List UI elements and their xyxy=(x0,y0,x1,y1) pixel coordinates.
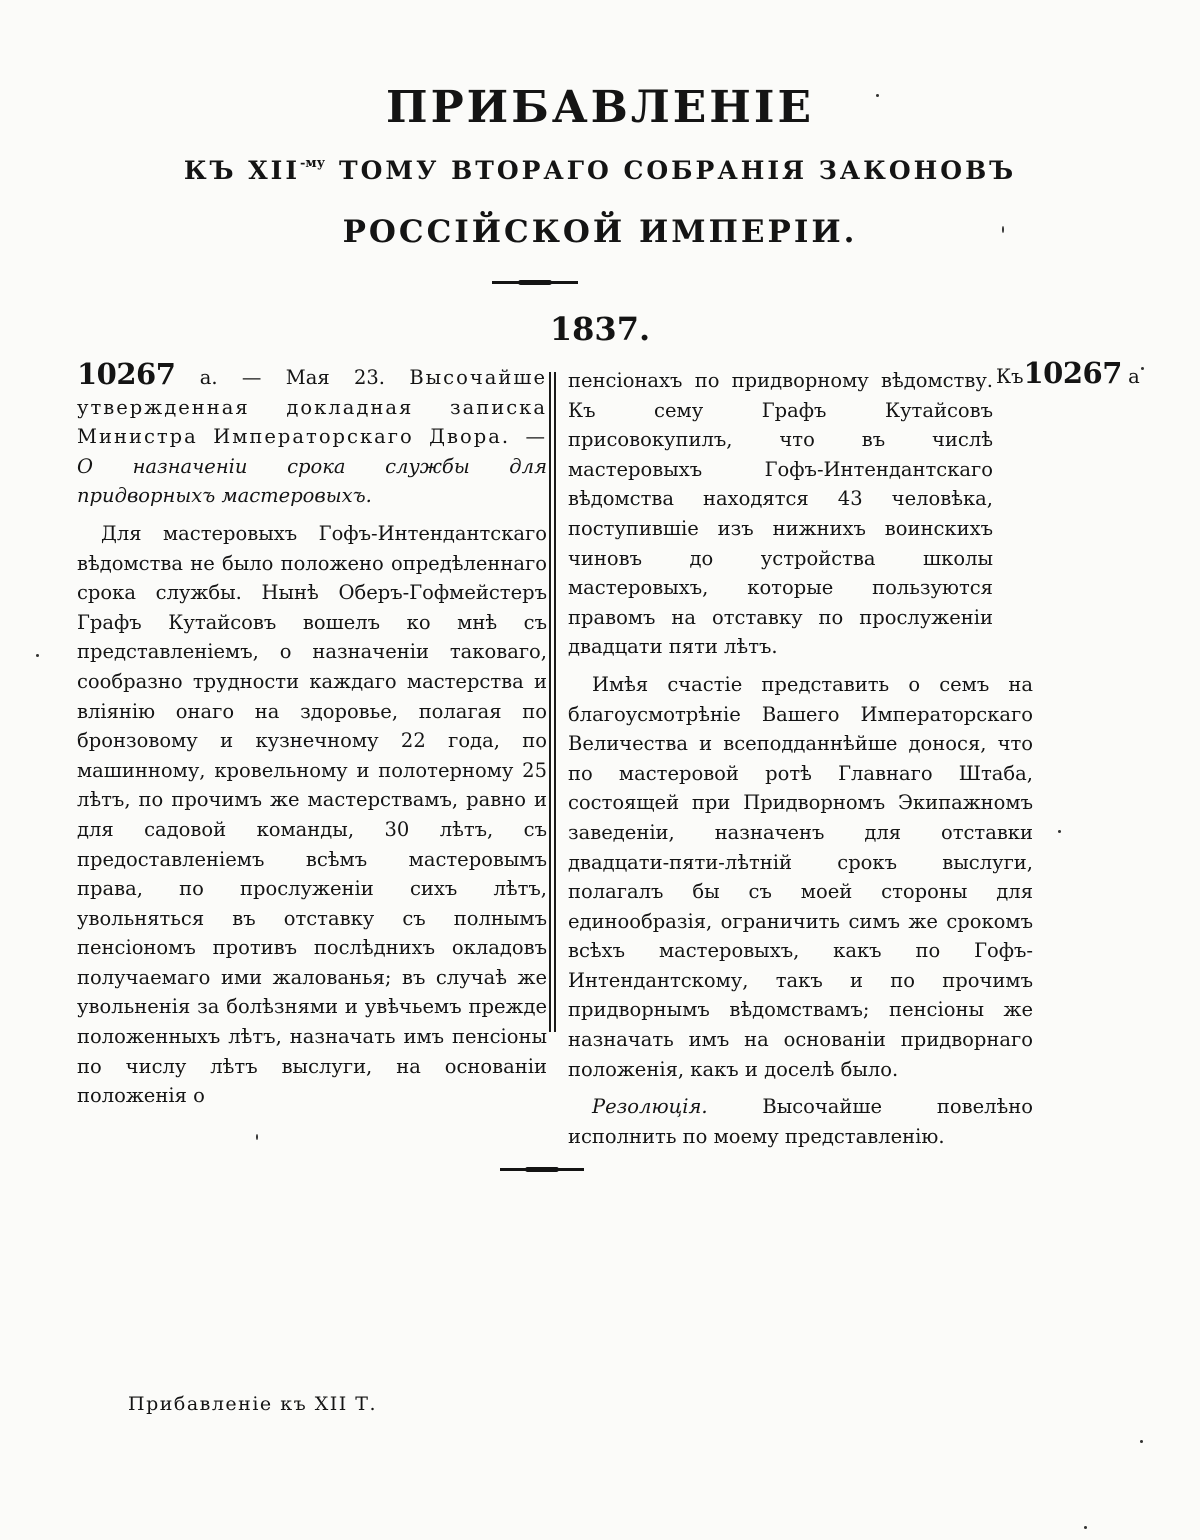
year-heading: 1837. xyxy=(549,310,651,348)
paper-speck xyxy=(1084,1526,1087,1529)
entry-number: 10267 xyxy=(77,357,176,391)
subtitle-superscript: -му xyxy=(300,156,326,171)
resolution-text: Высочайше повелѣно исполнить по моему представленію. xyxy=(568,1095,1033,1148)
paper-speck xyxy=(256,1134,258,1140)
margin-ref-prefix: Къ xyxy=(996,365,1024,388)
resolution-label: Резолюція. xyxy=(592,1095,708,1119)
end-rule xyxy=(500,1168,584,1171)
margin-ref-number: 10267 xyxy=(1023,356,1122,390)
subtitle-rest: ТОМУ ВТОРАГО СОБРАНІЯ ЗАКОНОВЪ xyxy=(339,156,1017,185)
paper-speck xyxy=(876,94,879,97)
resolution xyxy=(568,1092,1033,1151)
subtitle-prefix: КЪ XII xyxy=(183,156,301,185)
paper-speck xyxy=(1002,226,1004,233)
page-footer: Прибавленіе къ XII Т. xyxy=(128,1393,377,1415)
paragraph-1: Для мастеровыхъ Гофъ-Интендантскаго вѣдомства не было положено опредѣленнаго срока службы. Нынѣ Оберъ-Гофмейстеръ Графъ Кутайсовъ вошелъ ко мнѣ съ представленіемъ, о назначеніи таковаго, сообразно трудности каждаго мастерства и вліянію онаго на здоровье, полагая по бронзовому и кузнечному 22 года, по машинному, кровельному и полотерному 25 лѣтъ, по прочимъ же мастерствамъ, равно и для садовой команды, 30 лѣтъ, съ предоставленіемъ всѣмъ мастеровымъ права, по прослуженіи сихъ лѣтъ, увольняться въ отставку съ полнымъ пенсіономъ противъ послѣднихъ окладовъ получаемаго ими жалованья; въ случаѣ же увольненія за болѣзнями и увѣчьемъ прежде положенныхъ лѣтъ, назначать имъ пенсіоны по числу лѣтъ выслуги, на основаніи положенія о xyxy=(77,521,547,1108)
paper-speck xyxy=(1141,367,1144,370)
entry-date: а. — Мая 23. xyxy=(199,366,385,389)
header-rule xyxy=(492,281,578,284)
paragraph-1-continued: пенсіонахъ по придворному вѣдомству. Къ сему Графъ Кутайсовъ присовокупилъ, что въ числѣ мастеровыхъ Гофъ-Интендантскаго вѣдомства находятся 43 человѣка, поступившіе изъ нижнихъ воинскихъ чиновъ до устройства школы мастеровыхъ, которые пользуются правомъ на отставку по прослуженіи двадцати пяти лѣтъ. xyxy=(568,369,993,659)
paragraph-2: Имѣя счастіе представить о семъ на благоусмотрѣніе Вашего Императорскаго Величества и всеподданнѣйше донося, что по мастеровой ротѣ Главнаго Штаба, состоящей при Придворномъ Экипажномъ заведеніи, назначенъ для отставки двадцати-пяти-лѣтній срокъ выслуги, полагалъ бы съ моей стороны для единообразія, ограничить симъ же срокомъ всѣхъ мастеровыхъ, какъ по Гофъ-Интендантскому, такъ и по прочимъ придворнымъ вѣдомствамъ; пенсіоны же назначать имъ на основаніи придворнаго положенія, какъ и доселѣ было. xyxy=(568,672,1033,1081)
margin-ref-suffix: а xyxy=(1128,365,1140,388)
column-divider xyxy=(549,372,556,1032)
page-subtitle xyxy=(0,156,1200,185)
paper-speck xyxy=(1140,1440,1143,1443)
empire-heading: РОССІЙСКОЙ ИМПЕРІИ. xyxy=(342,214,858,250)
entry-title: Высочайше утвержденная докладная записка Министра Императорскаго Двора. — xyxy=(77,366,548,449)
paper-speck xyxy=(1058,830,1061,833)
entry-heading xyxy=(77,357,548,511)
right-column xyxy=(568,366,1033,1151)
left-column xyxy=(77,357,548,1111)
page-title: ПРИБАВЛЕНІЕ xyxy=(386,82,814,133)
entry-subject: О назначеніи срока службы для придворныхъ мастеровыхъ. xyxy=(77,454,547,508)
paper-speck xyxy=(36,654,39,657)
